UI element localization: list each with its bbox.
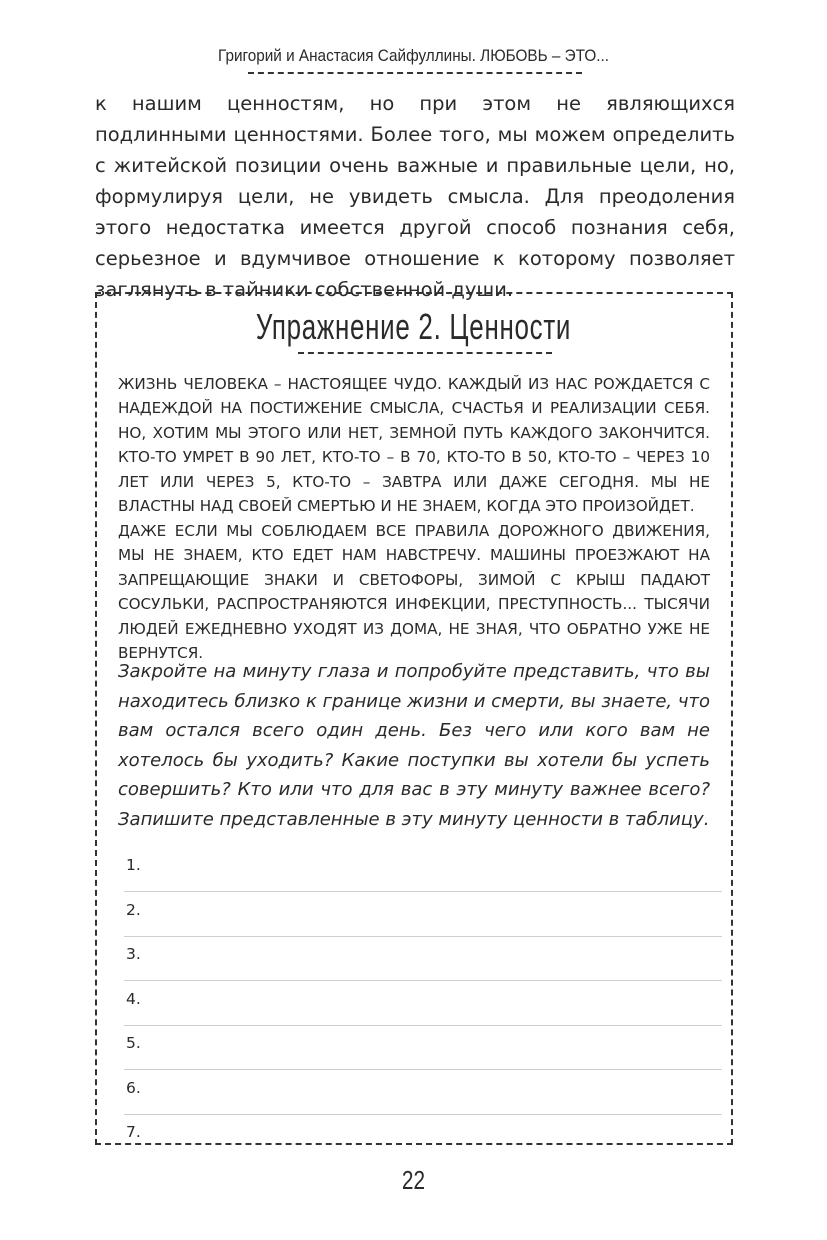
exercise-paragraph-2: ДАЖЕ ЕСЛИ МЫ СОБЛЮДАЕМ ВСЕ ПРАВИЛА ДОРОЖНОГО ДВИЖЕНИЯ, МЫ НЕ ЗНАЕМ, КТО ЕДЕТ НАМ НАВСТРЕЧУ. МАШИНЫ ПРОЕЗЖАЮТ НА ЗАПРЕЩАЮЩИЕ ЗНАКИ И СВЕТОФОРЫ, ЗИМОЙ С КРЫШ ПАДАЮТ СОСУЛЬКИ, РАСПРОСТРАНЯЮТСЯ ИНФЕКЦИИ, ПРЕСТУПНОСТЬ... ТЫСЯЧИ ЛЮДЕЙ ЕЖЕДНЕВНО УХОДЯТ ИЗ ДОМА, НЕ ЗНАЯ, ЧТО ОБРАТНО УЖЕ НЕ ВЕРНУТСЯ. — [118, 522, 710, 663]
list-number: 5. — [126, 1034, 141, 1052]
intro-paragraph: к нашим ценностям, но при этом не являющихся подлинными ценностями. Более того, мы можем определить с житейской позиции очень важные и правильные цели, но, формулируя цели, не увидеть смысла. Для преодоления этого недостатка имеется другой способ познания себя, серьезное и вдумчивое отношение к которому позволяет заглянуть в тайники собственной души. — [95, 92, 735, 301]
page-number: 22 — [401, 1165, 426, 1195]
writing-line — [124, 980, 722, 981]
values-list-item-5[interactable] — [124, 1026, 724, 1070]
list-number: 1. — [126, 856, 141, 874]
list-number: 6. — [126, 1079, 141, 1097]
title-dashed-rule — [298, 352, 552, 354]
header-dashed-rule — [248, 72, 582, 74]
writing-line — [124, 1069, 722, 1070]
list-number: 2. — [126, 901, 141, 919]
running-header: Григорий и Анастасия Сайфуллины. ЛЮБОВЬ – ЭТО... — [218, 46, 609, 65]
exercise-paragraph-1: ЖИЗНЬ ЧЕЛОВЕКА – НАСТОЯЩЕЕ ЧУДО. КАЖДЫЙ ИЗ НАС РОЖДАЕТСЯ С НАДЕЖДОЙ НА ПОСТИЖЕНИЕ СМЫСЛА, СЧАСТЬЯ И РЕАЛИЗАЦИИ СЕБЯ. НО, ХОТИМ МЫ ЭТОГО ИЛИ НЕТ, ЗЕМНОЙ ПУТЬ КАЖДОГО ЗАКОНЧИТСЯ. КТО-ТО УМРЕТ В 90 ЛЕТ, КТО-ТО – В 70, КТО-ТО В 50, КТО-ТО – ЧЕРЕЗ 10 ЛЕТ ИЛИ ЧЕРЕЗ 5, КТО-ТО – ЗАВТРА ИЛИ ДАЖЕ СЕГОДНЯ. МЫ НЕ ВЛАСТНЫ НАД СВОЕЙ СМЕРТЬЮ И НЕ ЗНАЕМ, КОГДА ЭТО ПРОИЗОЙДЕТ. — [118, 375, 710, 516]
exercise-title: Упражнение 2. Ценности — [255, 306, 572, 347]
list-number: 7. — [126, 1123, 141, 1141]
values-list-item-7[interactable] — [124, 1115, 724, 1159]
values-list-item-3[interactable] — [124, 937, 724, 981]
values-list-item-6[interactable] — [124, 1071, 724, 1115]
values-list-item-4[interactable] — [124, 982, 724, 1026]
values-list-item-1[interactable] — [124, 848, 724, 892]
values-list-item-2[interactable] — [124, 893, 724, 937]
list-number: 3. — [126, 945, 141, 963]
writing-line — [124, 891, 722, 892]
exercise-prompt: Закройте на минуту глаза и попробуйте представить, что вы находитесь близко к границе жизни и смерти, вы знаете, что вам остался всего один день. Без чего или кого вам не хотелось бы уходить? Какие поступки вы хотели бы успеть совершить? Кто или что для вас в эту минуту важнее всего? Запишите представленные в эту минуту ценности в таблицу. — [118, 661, 710, 830]
list-number: 4. — [126, 990, 141, 1008]
